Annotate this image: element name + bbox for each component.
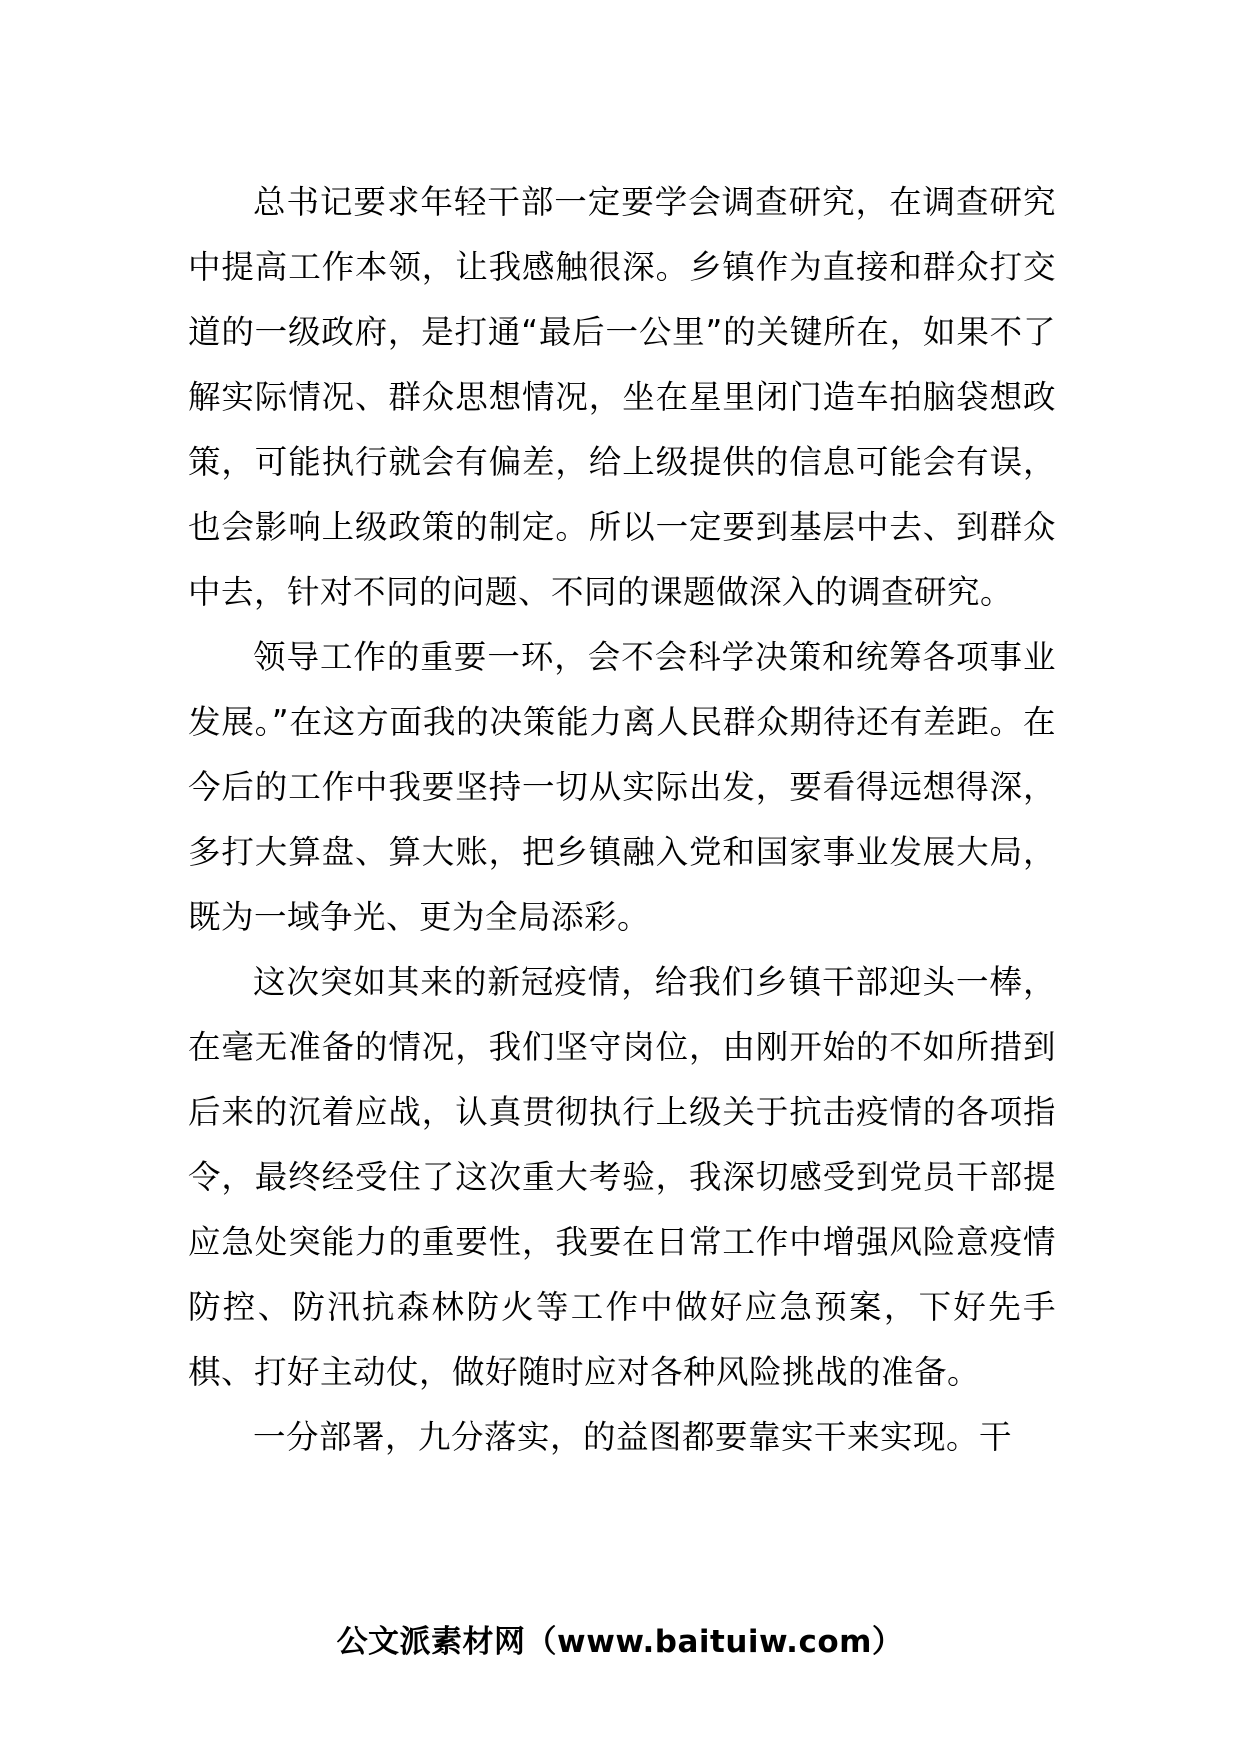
paragraph-4: 一分部署，九分落实，的益图都要靠实干来实现。干	[253, 1418, 1013, 1456]
paragraph-3: 这次突如其来的新冠疫情，给我们乡镇干部迎头一棒，在毫无准备的情况，我们坚守岗位，由刚开始的不如所措到后来的沉着应战，认真贯彻执行上级关于抗击疫情的各项指令，最终经受住了这次重大考验，我深切感受到党员干部提应急处突能力的重要性，我要在日常工作中增强风险意疫情防控、防汛抗森林防火等工作中做好应急预案，下好先手棋、打好主动仗，做好随时应对各种风险挑战的准备。	[188, 963, 1056, 1391]
paragraph-1: 总书记要求年轻干部一定要学会调查研究，在调查研究中提高工作本领，让我感触很深。乡镇作为直接和群众打交道的一级政府，是打通“最后一公里”的关键所在，如果不了解实际情况、群众思想情况，坐在星里闭门造车拍脑袋想政策，可能执行就会有偏差，给上级提供的信息可能会有误，也会影响上级政策的制定。所以一定要到基层中去、到群众中去，针对不同的问题、不同的课题做深入的调查研究。	[188, 183, 1056, 611]
footer-watermark: 公文派素材网（www.baituiw.com）	[336, 1624, 904, 1660]
paragraph-2: 领导工作的重要一环，会不会科学决策和统筹各项事业发展。”在这方面我的决策能力离人民群众期待还有差距。在今后的工作中我要坚持一切从实际出发，要看得远想得深，多打大算盘、算大账，把乡镇融入党和国家事业发展大局，既为一域争光、更为全局添彩。	[188, 638, 1056, 936]
document-body	[188, 170, 1056, 1470]
